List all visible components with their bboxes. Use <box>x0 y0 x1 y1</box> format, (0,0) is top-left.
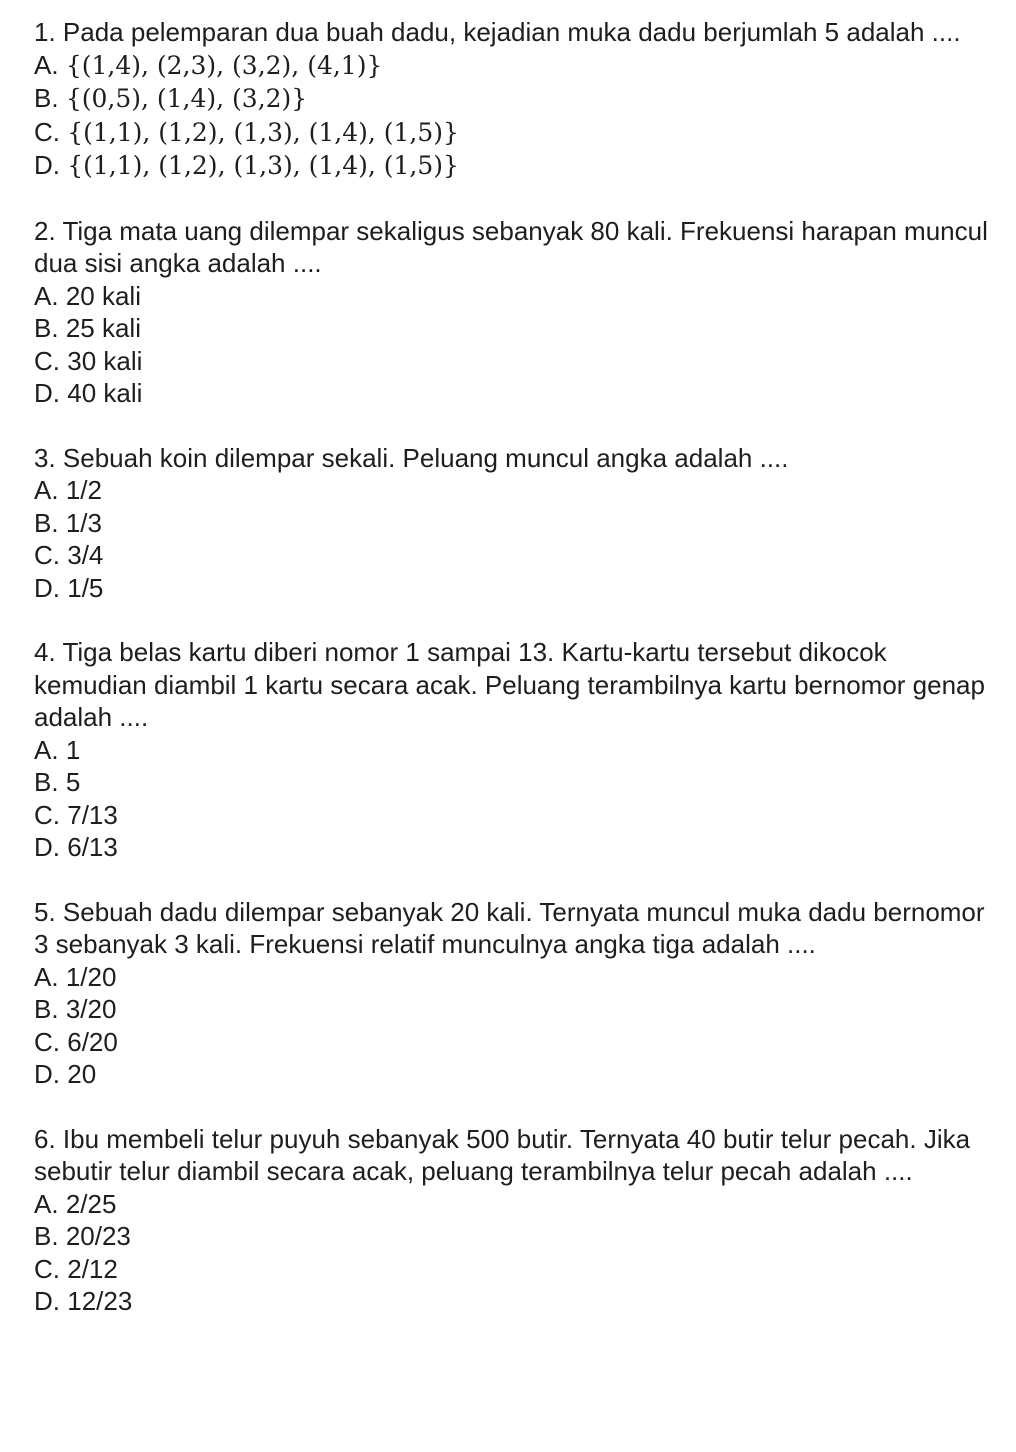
option-value: 40 kali <box>67 378 143 408</box>
option-list <box>34 1188 994 1318</box>
option-value: 5 <box>65 767 81 797</box>
option-d <box>34 149 994 183</box>
option-value: 1 <box>65 734 81 765</box>
question-text: 2. Tiga mata uang dilempar sekaligus sebanyak 80 kali. Frekuensi harapan muncul dua sisi angka adalah .... <box>34 215 988 278</box>
option-b <box>34 82 994 116</box>
option-list <box>34 280 994 410</box>
option-letter: B. <box>34 1221 59 1251</box>
option-d <box>34 377 994 410</box>
option-value: 7/13 <box>67 799 118 830</box>
option-value: 3/4 <box>67 540 104 570</box>
option-letter: D. <box>34 832 60 862</box>
option-c <box>34 1253 994 1286</box>
option-letter: A. <box>34 961 59 992</box>
option-list <box>34 49 994 183</box>
option-list <box>34 961 994 1091</box>
option-list <box>34 734 994 864</box>
option-letter: D. <box>34 150 60 180</box>
option-d <box>34 1058 994 1091</box>
option-value: 20 kali <box>65 280 141 311</box>
option-a <box>34 280 994 313</box>
option-a <box>34 961 994 994</box>
option-b <box>34 993 994 1026</box>
option-c <box>34 345 994 378</box>
option-d <box>34 831 994 864</box>
question-2 <box>34 215 994 410</box>
option-value: {(0,5), (1,4), (3,2)} <box>65 84 308 113</box>
option-letter: A. <box>34 734 59 765</box>
option-b <box>34 507 994 540</box>
option-value: 12/23 <box>67 1286 133 1316</box>
option-letter: A. <box>34 280 59 311</box>
option-c <box>34 539 994 572</box>
option-value: {(1,1), (1,2), (1,3), (1,4), (1,5)} <box>67 117 459 147</box>
option-letter: D. <box>34 572 60 603</box>
option-b <box>34 312 994 345</box>
option-value: {(1,4), (2,3), (3,2), (4,1)} <box>65 50 383 80</box>
question-text: 6. Ibu membeli telur puyuh sebanyak 500 butir. Ternyata 40 butir telur pecah. Jika sebutir telur diambil secara acak, peluang terambilnya telur pecah adalah .... <box>34 1123 971 1186</box>
option-value: 25 kali <box>65 313 141 343</box>
question-text: 3. Sebuah koin dilempar sekali. Peluang muncul angka adalah .... <box>34 442 789 473</box>
option-value: 1/5 <box>67 572 104 603</box>
option-letter: D. <box>34 1286 60 1316</box>
option-letter: C. <box>34 1253 60 1284</box>
option-value: 6/20 <box>67 1026 118 1057</box>
option-letter: C. <box>34 345 60 376</box>
option-value: 20/23 <box>65 1221 131 1251</box>
option-letter: C. <box>34 116 60 147</box>
option-d <box>34 1285 994 1318</box>
option-a <box>34 1188 994 1221</box>
question-text: 4. Tiga belas kartu diberi nomor 1 sampai 13. Kartu-kartu tersebut dikocok kemudian diambil 1 kartu secara acak. Peluang terambilnya kartu bernomor genap adalah .... <box>34 637 985 732</box>
option-a <box>34 734 994 767</box>
option-value: 3/20 <box>65 994 117 1024</box>
option-value: {(1,1), (1,2), (1,3), (1,4), (1,5)} <box>67 151 459 180</box>
question-4 <box>34 636 994 864</box>
option-value: 20 <box>67 1059 97 1089</box>
option-letter: B. <box>34 313 59 343</box>
option-b <box>34 766 994 799</box>
option-value: 1/3 <box>65 507 102 538</box>
option-list <box>34 474 994 604</box>
option-c <box>34 116 994 150</box>
question-1 <box>34 16 994 183</box>
option-letter: C. <box>34 1026 60 1057</box>
option-b <box>34 1220 994 1253</box>
option-letter: B. <box>34 767 59 797</box>
option-letter: C. <box>34 540 60 570</box>
option-d <box>34 572 994 605</box>
option-letter: B. <box>34 994 59 1024</box>
option-a <box>34 474 994 507</box>
option-letter: A. <box>34 49 59 80</box>
option-value: 30 kali <box>67 345 143 376</box>
option-letter: A. <box>34 1188 59 1219</box>
option-value: 1/20 <box>65 961 117 992</box>
option-value: 1/2 <box>65 475 102 505</box>
option-value: 6/13 <box>67 832 118 862</box>
option-value: 2/25 <box>65 1188 117 1219</box>
option-letter: B. <box>34 83 59 113</box>
question-6 <box>34 1123 994 1318</box>
question-5 <box>34 896 994 1091</box>
option-c <box>34 799 994 832</box>
option-letter: B. <box>34 507 59 538</box>
option-value: 2/12 <box>67 1253 118 1284</box>
option-letter: A. <box>34 475 59 505</box>
option-letter: D. <box>34 378 60 408</box>
option-c <box>34 1026 994 1059</box>
question-text: 1. Pada pelemparan dua buah dadu, kejadian muka dadu berjumlah 5 adalah .... <box>34 17 961 47</box>
option-a <box>34 49 994 83</box>
question-sheet <box>34 16 994 1350</box>
option-letter: C. <box>34 799 60 830</box>
question-3 <box>34 442 994 605</box>
option-letter: D. <box>34 1059 60 1089</box>
question-text: 5. Sebuah dadu dilempar sebanyak 20 kali. Ternyata muncul muka dadu bernomor 3 sebanyak 3 kali. Frekuensi relatif munculnya angka tiga adalah .... <box>34 896 985 959</box>
